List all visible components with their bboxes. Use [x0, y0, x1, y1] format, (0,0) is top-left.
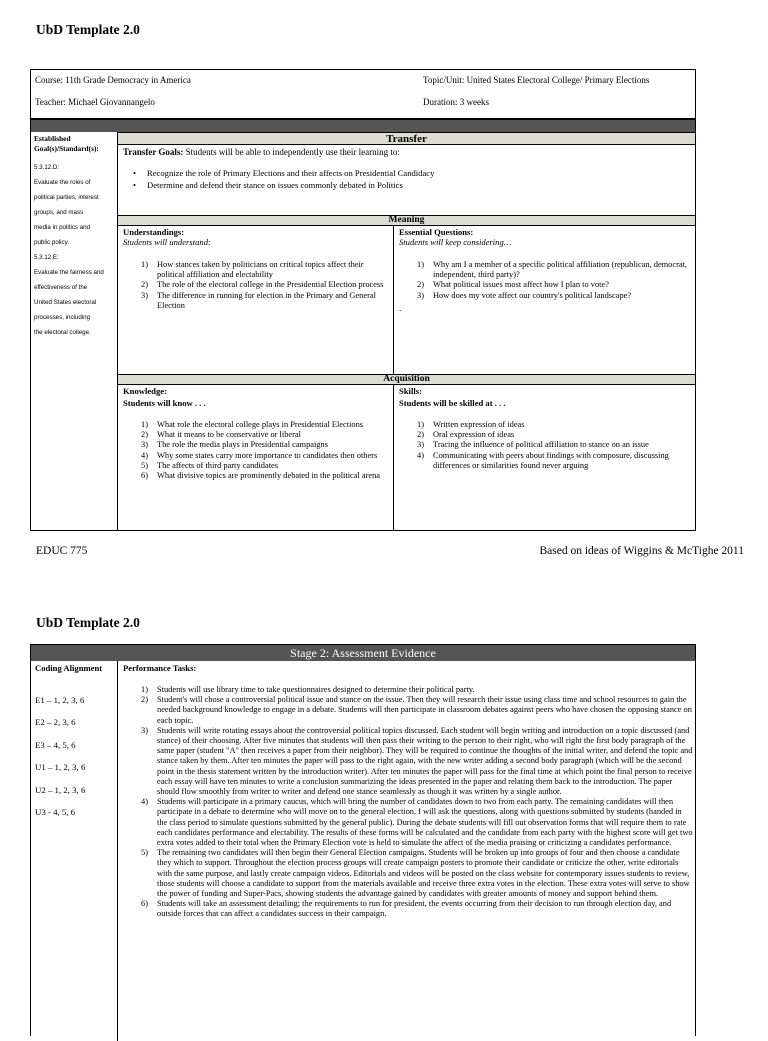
goals-line — [34, 217, 116, 225]
list-item: 2) Oral expression of ideas — [417, 430, 515, 440]
acquisition-heading: Acquisition — [118, 374, 695, 385]
meaning-heading: Meaning — [118, 215, 695, 226]
transfer-goals-label: Transfer Goals: — [123, 147, 184, 157]
goals-line: political parties, interest — [34, 194, 99, 201]
list-item: 3) The role the media plays in Presidential campaigns — [141, 440, 328, 450]
tasks-label: Performance Tasks: — [123, 663, 197, 673]
list-item: 2) The role of the electoral college in the Presidential Election process — [141, 280, 384, 290]
goals-line: 5.3.12.E: — [34, 254, 59, 261]
goals-text — [34, 164, 116, 337]
understandings-sub: Students will understand: — [123, 237, 211, 247]
goals-line: Evaluate the roles of — [34, 179, 91, 186]
template-title-page2: UbD Template 2.0 — [36, 615, 140, 630]
skills-list — [399, 420, 693, 471]
topic-label: Topic/Unit: United States Electoral College/ Primary Elections — [423, 75, 650, 85]
coding-item: E1 – 1, 2, 3, 6 — [35, 695, 85, 705]
coding-label: Coding Alignment — [35, 663, 103, 673]
list-item: • Determine and defend their stance on issues commonly debated in Politics — [133, 179, 403, 190]
goals-line — [34, 172, 116, 180]
goals-line: effectiveness of the — [34, 284, 88, 291]
list-item: 2) What political issues most affect how I plan to vote? — [417, 280, 609, 290]
list-item: 2) Student's will chose a controversial political issue and stance on the issue. Then they will research their issue using class time and school resources to gain the needed background knowledge to engage in a debate. Students will then participate in classroom debates against peers who have chosen the opposing stance on each topic. — [141, 695, 692, 725]
goals-line: public policy. — [34, 239, 69, 246]
goals-line — [34, 307, 116, 315]
transfer-heading: Transfer — [118, 132, 695, 145]
coding-item: U2 – 1, 2, 3, 6 — [35, 785, 86, 795]
duration-label: Duration: 3 weeks — [423, 97, 489, 107]
stage2-heading: Stage 2: Assessment Evidence — [31, 645, 695, 661]
goals-line — [34, 202, 116, 210]
list-item: 2) What it means to be conservative or liberal — [141, 430, 301, 440]
coding-item: E3 – 4, 5, 6 — [35, 740, 76, 750]
goals-line: Evaluate the fairness and — [34, 269, 104, 276]
questions-label: Essential Questions: — [399, 227, 474, 237]
list-item: 3) The difference in running for election in the Primary and General Election — [141, 290, 376, 310]
list-item: • Recognize the role of Primary Elections and their affects on Presidential Candidacy — [133, 168, 435, 178]
goals-line — [34, 292, 116, 300]
goals-line — [34, 277, 116, 285]
transfer-goals — [123, 147, 683, 158]
list-item: 4) Communicating with peers about findings with composure, discussing differences or similarities found never arguing — [417, 450, 669, 470]
list-item: 3) Students will write rotating essays about the controversial political topics discussed. Each student will begin writing and introduction on a topic discussed (and stance) of their choosing. After five minutes that students will then pass their writing to the person to their right, who will right the first body paragraph of the same paper (student "A" then receives a paper from their neighbor). They will be required to continue the thoughts of the initial writer, and defend the topic and stance taken by them. After ten minutes the paper will pass to the right again, with the new writer adding a second body paragraph (which will be the second point in the thesis statement written by the introduction writer). After ten minutes the paper will pass for the final time at which point the final person to receive each essay will have ten minutes to write a conclusion summarizing the ideas presented in the paper and relating them back to the introduction. The paper should flow smoothly from writer to writer and defend one stance seamlessly as though it was written by a single author. — [141, 725, 693, 797]
list-item: 1) What role the electoral college plays in Presidential Elections — [141, 420, 364, 429]
goals-line: groups, and mass — [34, 209, 84, 216]
goals-line: the electoral college. — [34, 329, 91, 336]
goals-line — [34, 232, 116, 240]
list-item: 5) The affects of third party candidates — [141, 460, 278, 470]
list-item: 3) How does my vote affect our country's political landscape? — [417, 290, 632, 300]
list-item: 1) How stances taken by politicians on critical topics affect their political affiliation and electability — [141, 260, 364, 280]
list-item: 6) What divisive topics are prominently debated in the political arena — [141, 471, 381, 481]
understandings-list — [123, 260, 389, 311]
stage2-box — [30, 644, 696, 1036]
transfer-bullets — [123, 168, 683, 191]
teacher-label: Teacher: Michael Giovannangelo — [35, 97, 155, 107]
template-title: UbD Template 2.0 — [36, 22, 140, 37]
list-item: 1) Students will use library time to take questionnaires designed to determine their political party. — [141, 685, 475, 694]
coding-item: E2 – 2, 3, 6 — [35, 717, 76, 727]
stage1-header-bar — [31, 120, 695, 132]
list-item: 1) Written expression of ideas — [417, 420, 525, 429]
questions-trailing: . — [399, 303, 402, 313]
list-item: 4) Why some states carry more importance to candidates then others — [141, 450, 378, 460]
understandings-label: Understandings: — [123, 227, 185, 237]
goals-line: processes, including — [34, 314, 91, 321]
coding-item: U3 - 4, 5, 6 — [35, 807, 76, 817]
course-label: Course: 11th Grade Democracy in America — [35, 75, 191, 85]
list-item: 4) Students will participate in a primary caucus, which will bring the number of candidates down to two from each party. The remaining candidates will then participate in a debate to determine who will move on to the general election. I will ask the questions, along with questions submitted by students (handed in the class period to simulate questions submitted by the general public). During the debate students will fill out observation forms that will require them to rate each candidates performance and electability. The results of these forms will be calculated and the candidate from each party with the highest score will get two extra votes added to their total when the Primary Election vote is held to simulate the affect of the media praising or criticizing a candidates performance. — [141, 797, 693, 848]
list-item: 3) Tracing the influence of political affiliation to stance on an issue — [417, 440, 649, 450]
goals-line: 5.3.12.D: — [34, 164, 60, 171]
footer-right: Based on ideas of Wiggins & McTighe 2011 — [539, 545, 744, 557]
knowledge-label: Knowledge: — [123, 386, 167, 396]
coding-item: U1 – 1, 2, 3, 6 — [35, 762, 86, 772]
goals-line — [34, 187, 116, 195]
goals-label: Established Goal(s)/Standard(s): — [34, 134, 99, 153]
goals-line: media in politics and — [34, 224, 91, 231]
footer-left: EDUC 775 — [36, 545, 88, 557]
course-header-box — [30, 69, 696, 119]
goals-line: United States electoral — [34, 299, 97, 306]
tasks-list — [123, 685, 693, 920]
transfer-goals-text: Students will be able to independently use their learning to: — [183, 147, 400, 157]
goals-line — [34, 247, 116, 255]
knowledge-sub: Students will know . . . — [123, 398, 206, 408]
goals-line — [34, 322, 116, 330]
questions-list — [399, 260, 693, 301]
knowledge-list — [123, 420, 389, 481]
skills-label: Skills: — [399, 386, 422, 396]
skills-sub: Students will be skilled at . . . — [399, 398, 506, 408]
stage1-box — [30, 119, 696, 531]
list-item: 5) The remaining two candidates will then begin their General Election campaigns. Students will be broken up into groups of four and then choose a candidate they which to support. Throughout the election process groups will create campaign posters to promote their candidate or criticize the other, write editorials with the same purpose, and lastly create campaign videos. Editorials and videos will be posted on the class website for contemporary issues students to review, those students will choose a candidate to support from the materials available and receive three extra votes in the election. These extra votes will serve to show the power of funding and Super-Pacs, showing students the advantage gained by candidates with greater amounts of money and support behind them. — [141, 848, 690, 899]
goals-line — [34, 262, 116, 270]
list-item: 6) Students will take an assessment detailing; the requirements to run for president, the events occurring from their decision to run through election day, and outside forces that can affect a candidates success in their campaign. — [141, 899, 672, 919]
questions-sub: Students will keep considering… — [399, 237, 512, 247]
list-item: 1) Why am I a member of a specific political affiliation (republican, democrat, independent, third party)? — [417, 260, 688, 280]
